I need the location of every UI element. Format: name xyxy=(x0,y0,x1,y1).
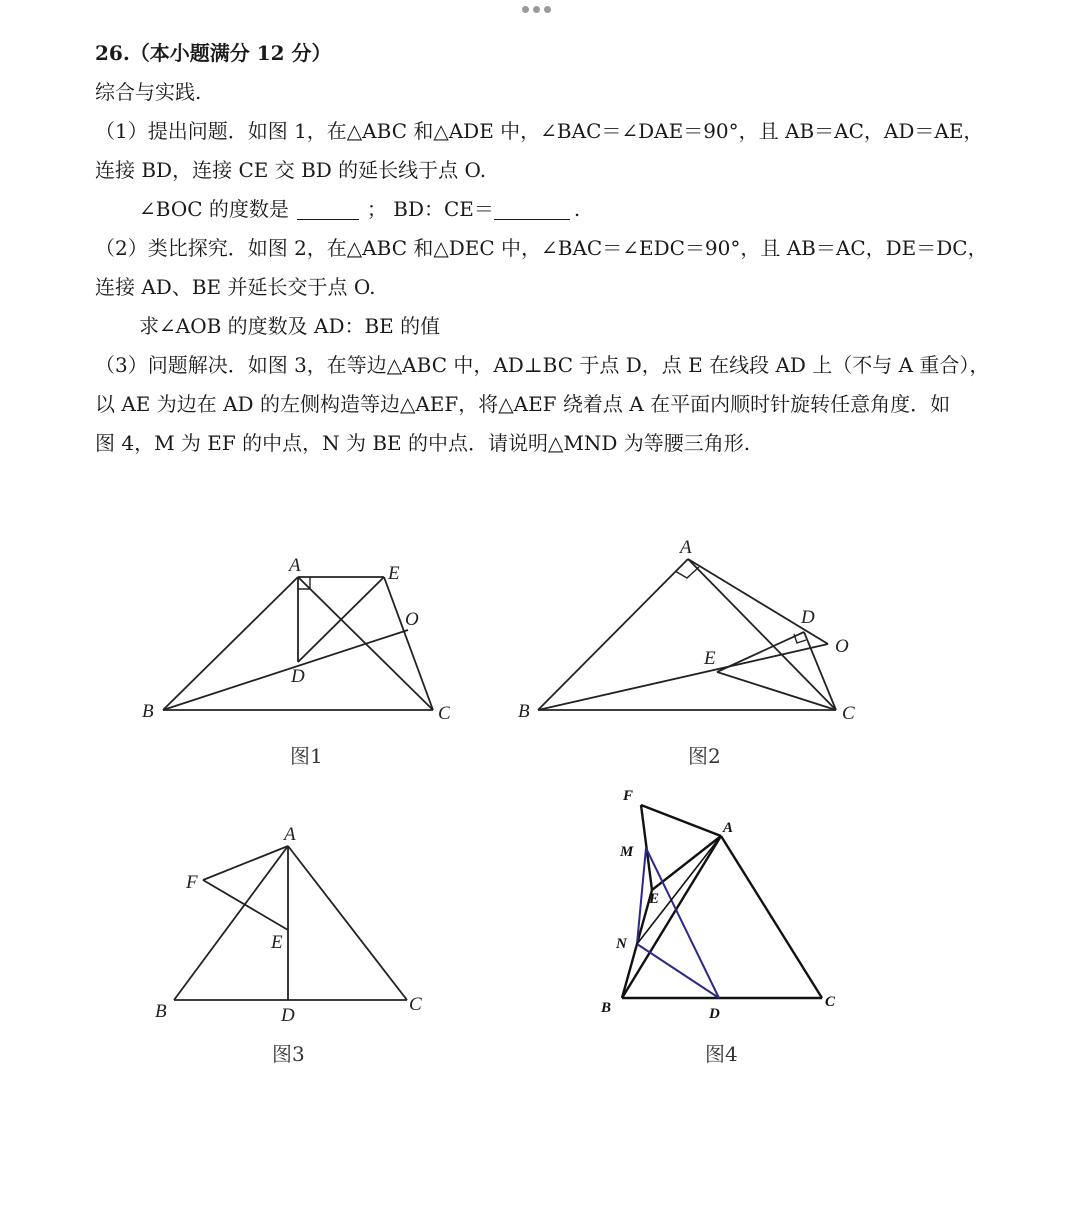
part3-line2: 以 AE 为边在 AD 的左侧构造等边△AEF，将△AEF 绕着点 A 在平面内顺时针旋转任意角度．如 xyxy=(95,392,951,416)
figure-1 xyxy=(130,550,450,734)
fig1-label-a: A xyxy=(289,555,301,576)
fig3-label-a: A xyxy=(284,824,296,845)
part1-line1: （1）提出问题．如图 1，在△ABC 和△ADE 中，∠BAC＝∠DAE＝90°，且 AB＝AC，AD＝AE， xyxy=(95,119,984,143)
fig4-label-a: A xyxy=(723,820,734,836)
figure-2 xyxy=(510,530,870,734)
answer-blank-ratio[interactable] xyxy=(494,197,570,220)
fig3-label-f: F xyxy=(186,872,198,893)
figure-4 xyxy=(590,780,850,1034)
dot-icon xyxy=(522,6,529,13)
part1-line2: 连接 BD，连接 CE 交 BD 的延长线于点 O. xyxy=(95,158,487,182)
fig1-label-c: C xyxy=(438,703,450,724)
fig2-label-c: C xyxy=(842,703,855,724)
dot-icon xyxy=(544,6,551,13)
fig1-label-o: O xyxy=(405,609,419,630)
fig4-label-n: N xyxy=(616,936,627,952)
answer-blank-angle[interactable] xyxy=(297,197,359,220)
figure-3 xyxy=(150,820,440,1034)
fig4-label-m: M xyxy=(620,844,634,860)
part3-line1: （3）问题解决．如图 3，在等边△ABC 中，AD⊥BC 于点 D，点 E 在线段 AD 上（不与 A 重合）， xyxy=(95,353,990,377)
more-options-dots[interactable] xyxy=(522,6,551,13)
question-angle-boc: ∠BOC 的度数是 xyxy=(139,197,289,221)
question-ratio: BD：CE＝ xyxy=(393,197,494,221)
figure-2-diagram xyxy=(510,530,870,730)
fig4-label-c: C xyxy=(825,994,836,1010)
fig1-label-b: B xyxy=(142,701,154,722)
fig4-label-b: B xyxy=(601,1000,612,1016)
fig2-label-b: B xyxy=(518,701,530,722)
fig1-label-e: E xyxy=(388,563,400,584)
fig2-label-a: A xyxy=(680,537,692,558)
fig4-label-e: E xyxy=(649,891,660,907)
figure-4-diagram xyxy=(590,780,850,1030)
fig4-label-f: F xyxy=(623,788,634,804)
fig3-label-c: C xyxy=(409,994,422,1015)
fig2-label-d: D xyxy=(801,607,815,628)
problem-subtitle: 综合与实践. xyxy=(95,80,202,104)
part3-line3: 图 4，M 为 EF 的中点，N 为 BE 的中点．请说明△MND 为等腰三角形. xyxy=(95,431,751,455)
part1-questions xyxy=(95,190,995,229)
fig3-label-e: E xyxy=(271,932,283,953)
separator: ； xyxy=(366,197,387,221)
fig1-label-d: D xyxy=(291,666,305,687)
figure-4-caption: 图4 xyxy=(705,1042,738,1066)
fig3-label-d: D xyxy=(281,1005,295,1026)
fig2-label-o: O xyxy=(835,636,849,657)
part2-line2: 连接 AD、BE 并延长交于点 O. xyxy=(95,275,376,299)
fig4-label-d: D xyxy=(709,1006,720,1022)
figure-3-diagram xyxy=(150,820,440,1030)
period: . xyxy=(573,197,581,221)
fig2-label-e: E xyxy=(704,648,716,669)
part2-line3: 求∠AOB 的度数及 AD：BE 的值 xyxy=(139,314,441,338)
fig3-label-b: B xyxy=(155,1001,167,1022)
figure-1-caption: 图1 xyxy=(290,744,323,768)
figure-1-diagram xyxy=(130,550,450,730)
problem-title: 26.（本小题满分 12 分） xyxy=(95,41,332,65)
problem-text xyxy=(95,34,995,463)
figure-2-caption: 图2 xyxy=(688,744,721,768)
part2-line1: （2）类比探究．如图 2，在△ABC 和△DEC 中，∠BAC＝∠EDC＝90°，且 AB＝AC，DE＝DC， xyxy=(95,236,988,260)
dot-icon xyxy=(533,6,540,13)
figure-3-caption: 图3 xyxy=(272,1042,305,1066)
